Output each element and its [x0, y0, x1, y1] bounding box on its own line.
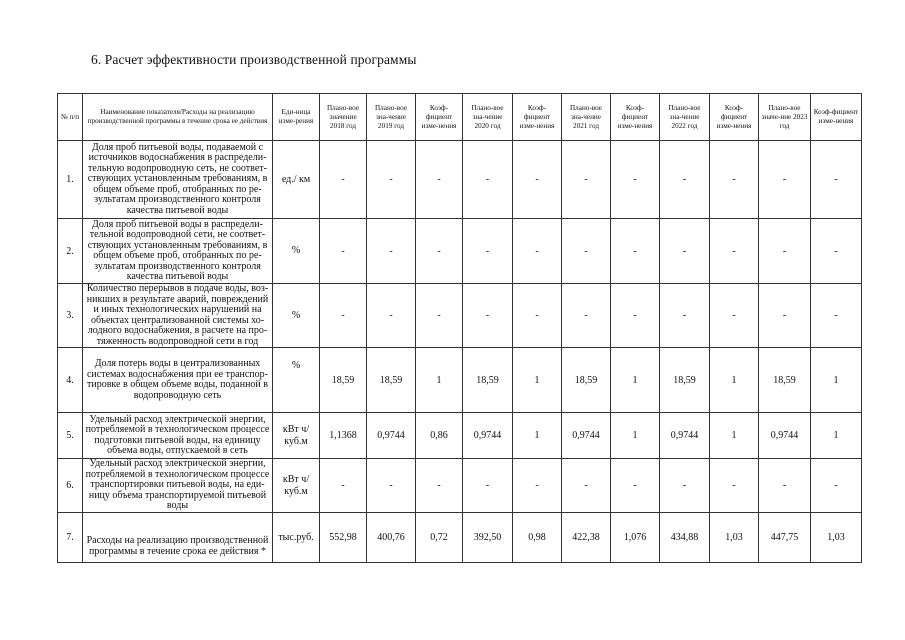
- header-cell: № п/п: [58, 94, 83, 141]
- efficiency-table: [57, 93, 862, 563]
- value-cell: -: [513, 219, 562, 284]
- value-cell: -: [710, 141, 759, 219]
- value-cell: 447,75: [759, 513, 811, 563]
- header-cell: Коэф-фициент изме-нения: [611, 94, 660, 141]
- value-cell: -: [513, 141, 562, 219]
- value-cell: -: [367, 459, 416, 513]
- value-cell: -: [367, 284, 416, 348]
- value-cell: -: [759, 284, 811, 348]
- row-number: 6.: [58, 459, 83, 513]
- table-row: [58, 284, 862, 348]
- table-row: [58, 141, 862, 219]
- value-cell: -: [367, 219, 416, 284]
- header-cell: Плано-вое зна-чение 2022 год: [660, 94, 710, 141]
- value-cell: -: [660, 141, 710, 219]
- table-row: [58, 413, 862, 459]
- value-cell: 0,98: [513, 513, 562, 563]
- value-cell: -: [367, 141, 416, 219]
- header-cell: Коэф-фициент изме-нения: [710, 94, 759, 141]
- page-title: 6. Расчет эффективности производственной программы: [91, 52, 417, 67]
- value-cell: 0,9744: [367, 413, 416, 459]
- header-cell: Еди-ница изме-рения: [273, 94, 320, 141]
- value-cell: -: [710, 459, 759, 513]
- table-row: [58, 219, 862, 284]
- value-cell: -: [562, 219, 611, 284]
- header-cell: Плано-вое зна-чение 2019 год: [367, 94, 416, 141]
- indicator-name: Удельный расход электрической энергии, потребляемой в технологическом процессе подготовки питьевой воды, на единицу объема воды, отпускаемой в сеть: [83, 413, 273, 459]
- value-cell: 1: [611, 413, 660, 459]
- value-cell: 434,88: [660, 513, 710, 563]
- unit-cell: кВт ч/куб.м: [273, 413, 320, 459]
- unit-cell: ед./ км: [273, 141, 320, 219]
- header-cell: Коэф-фициент изме-нения: [416, 94, 463, 141]
- value-cell: -: [611, 219, 660, 284]
- value-cell: 552,98: [320, 513, 367, 563]
- value-cell: -: [759, 459, 811, 513]
- header-cell: Плано-вое значе-ние 2023 год: [759, 94, 811, 141]
- row-number: 7.: [58, 513, 83, 563]
- value-cell: -: [660, 284, 710, 348]
- value-cell: 1,03: [811, 513, 862, 563]
- value-cell: 1: [710, 413, 759, 459]
- unit-cell: %: [273, 348, 320, 413]
- value-cell: 422,38: [562, 513, 611, 563]
- value-cell: 1: [513, 348, 562, 413]
- row-number: 1.: [58, 141, 83, 219]
- unit-cell: тыс.руб.: [273, 513, 320, 563]
- value-cell: 18,59: [759, 348, 811, 413]
- value-cell: 18,59: [562, 348, 611, 413]
- value-cell: -: [611, 459, 660, 513]
- unit-cell: кВт ч/куб.м: [273, 459, 320, 513]
- value-cell: -: [416, 141, 463, 219]
- value-cell: 1,076: [611, 513, 660, 563]
- value-cell: -: [416, 284, 463, 348]
- indicator-name: Удельный расход электрической энергии, потребляемой в технологическом процессе транспортировки питьевой воды, на еди-ницу объема транспортируемой питьевой воды: [83, 459, 273, 513]
- value-cell: -: [611, 141, 660, 219]
- value-cell: 1: [513, 413, 562, 459]
- unit-cell: %: [273, 284, 320, 348]
- value-cell: 0,9744: [759, 413, 811, 459]
- value-cell: -: [513, 284, 562, 348]
- value-cell: 0,72: [416, 513, 463, 563]
- value-cell: -: [660, 219, 710, 284]
- value-cell: 1: [710, 348, 759, 413]
- value-cell: -: [320, 219, 367, 284]
- value-cell: -: [562, 141, 611, 219]
- value-cell: -: [416, 219, 463, 284]
- value-cell: -: [463, 219, 513, 284]
- row-number: 4.: [58, 348, 83, 413]
- header-row: [58, 94, 862, 141]
- header-cell: Коэф-фициент изме-нения: [513, 94, 562, 141]
- indicator-name: Доля проб питьевой воды, подаваемой с источников водоснабжения в распредели-тельную водопроводную сеть, не соответ-ствующих установленным требованиям, в общем объеме проб, отобранных по ре-зультатам производственного контроля качества питьевой воды: [83, 141, 273, 219]
- indicator-name: Доля потерь воды в централизованных системах водоснабжения при ее транспор-тировке в общем объеме воды, поданной в водопроводную сеть: [83, 348, 273, 413]
- row-number: 2.: [58, 219, 83, 284]
- value-cell: -: [562, 284, 611, 348]
- header-cell: Коэф-фициент изме-нения: [811, 94, 862, 141]
- table-row: [58, 513, 862, 563]
- value-cell: 1: [811, 413, 862, 459]
- value-cell: 18,59: [367, 348, 416, 413]
- indicator-name: Расходы на реализацию производственной программы в течение срока ее действия *: [83, 513, 273, 563]
- value-cell: 18,59: [660, 348, 710, 413]
- value-cell: 18,59: [463, 348, 513, 413]
- value-cell: -: [320, 141, 367, 219]
- value-cell: 18,59: [320, 348, 367, 413]
- value-cell: 1: [416, 348, 463, 413]
- value-cell: -: [463, 459, 513, 513]
- unit-cell: %: [273, 219, 320, 284]
- value-cell: -: [611, 284, 660, 348]
- value-cell: -: [811, 459, 862, 513]
- value-cell: 0,86: [416, 413, 463, 459]
- value-cell: -: [513, 459, 562, 513]
- value-cell: 1,1368: [320, 413, 367, 459]
- value-cell: -: [759, 219, 811, 284]
- value-cell: -: [463, 141, 513, 219]
- value-cell: -: [710, 284, 759, 348]
- table-row: [58, 459, 862, 513]
- value-cell: -: [710, 219, 759, 284]
- value-cell: 0,9744: [660, 413, 710, 459]
- value-cell: 1,03: [710, 513, 759, 563]
- value-cell: -: [320, 284, 367, 348]
- value-cell: 392,50: [463, 513, 513, 563]
- value-cell: 0,9744: [463, 413, 513, 459]
- header-cell: Плано-вое зна-чение 2021 год: [562, 94, 611, 141]
- header-cell: Плано-вое значение 2018 год: [320, 94, 367, 141]
- value-cell: -: [562, 459, 611, 513]
- table-row: [58, 348, 862, 413]
- value-cell: -: [463, 284, 513, 348]
- value-cell: -: [416, 459, 463, 513]
- value-cell: 0,9744: [562, 413, 611, 459]
- header-cell: Наименование показателя/Расходы на реализацию производственной программы в течение срока ее действия: [83, 94, 273, 141]
- indicator-name: Количество перерывов в подаче воды, воз-никших в результате аварий, повреждений и иных технологических нарушений на объектах централизованной системы хо-лодного водоснабжения, в расчете на про-тяженность водопроводной сети в год: [83, 284, 273, 348]
- value-cell: -: [811, 284, 862, 348]
- header-cell: Плано-вое зна-чение 2020 год: [463, 94, 513, 141]
- value-cell: -: [660, 459, 710, 513]
- value-cell: -: [759, 141, 811, 219]
- value-cell: 400,76: [367, 513, 416, 563]
- value-cell: 1: [611, 348, 660, 413]
- row-number: 5.: [58, 413, 83, 459]
- value-cell: 1: [811, 348, 862, 413]
- value-cell: -: [320, 459, 367, 513]
- value-cell: -: [811, 141, 862, 219]
- indicator-name: Доля проб питьевой воды в распредели-тельной водопроводной сети, не соответ-ствующих установленным требованиям, в общем объеме проб, отобранных по ре-зультатам производственного контроля качества питьевой воды: [83, 219, 273, 284]
- row-number: 3.: [58, 284, 83, 348]
- value-cell: -: [811, 219, 862, 284]
